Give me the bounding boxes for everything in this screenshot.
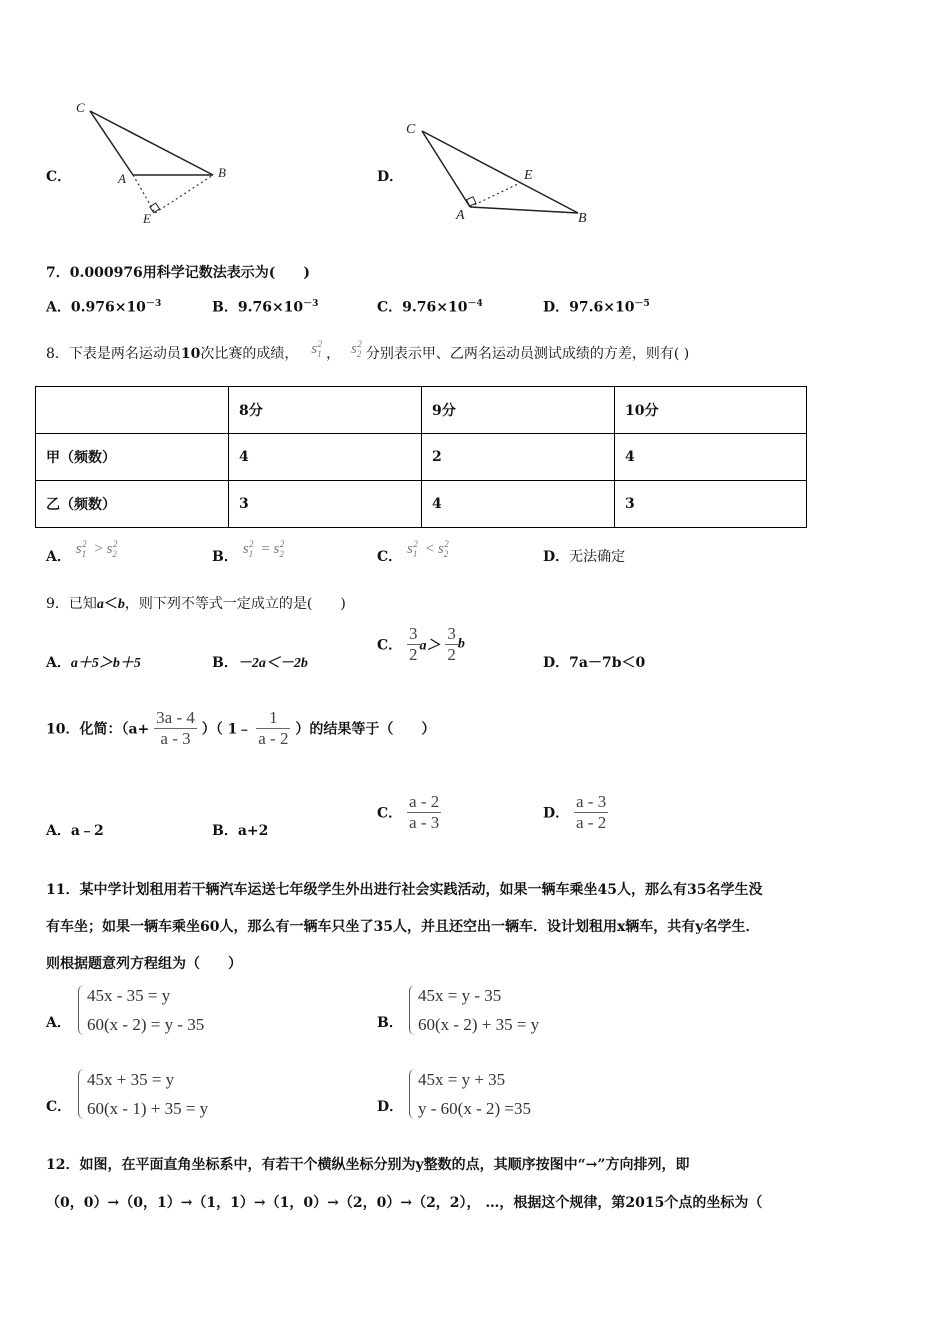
table-row [36,481,807,528]
q9-var-b: b [117,597,125,612]
q10-text-c: ）的结果等于（ ） [295,721,436,738]
q7-option-d-text: 97.6×10 [569,299,635,316]
fig-c-label-c: C [76,100,85,115]
fig-d-dashed-ae [470,182,522,207]
q11-option-c-eq1: 45x + 35 = y [87,1070,175,1089]
table-cell: 乙（频数） [36,481,229,528]
q9-option-d-text: 7a－7b＜0 [569,655,646,671]
q10-option-b-text: a+2 [237,823,269,839]
q8-option-c-label: C． [377,549,403,565]
fig-d-label-b: B [578,211,587,226]
fig-d-segment-ab [470,207,578,213]
q7-option-d-label: D． [543,299,570,316]
q10-option-a [46,820,104,840]
fig-c-label-a: A [118,171,126,186]
q8-option-c-expr: $s_1^2 < s_2^2$ [407,539,449,559]
q11-line-3: 则根据题意列方程组为（ ） [46,956,242,972]
q9-option-d [543,652,645,672]
table-cell: 3 [229,481,422,528]
q7-option-c-label: C． [377,299,403,316]
q11-line-2: 有车坐；如果一辆车乘坐60人，那么有一辆车只坐了35人，并且还空出一辆车．设计划租用x辆车，共有y名学生． [46,919,760,935]
q10-frac2: $\frac{1}{a - 2}$ [258,708,289,748]
fig-c-segment-cb [90,111,213,175]
q11-option-b-system [409,981,539,1039]
q7-option-a-text: 0.976×10 [70,299,146,316]
q10-text [46,708,435,749]
fig-c-dashed-ae [133,175,155,213]
q8-option-d-text: 无法确定 [569,549,626,565]
q8-score-table [35,386,807,528]
fig-d-label-e: E [524,168,533,183]
q11-option-a-eq1: 45x - 35 = y [87,986,171,1005]
q7-option-b-text: 9.76×10 [237,299,304,316]
q11-option-a-system [78,981,204,1039]
q9-option-c-frac2: $\frac{3}{2}$ [447,624,456,664]
q7-option-b-label: B． [212,299,238,316]
q10-option-d-label: D． [543,805,570,822]
q11-option-b-eq2: 60(x - 2) + 35 = y [418,1015,540,1034]
q11-option-d-eq2: y - 60(x - 2) =35 [418,1099,531,1118]
q8-text-c: ， [326,346,341,362]
q12-line-1: 12．如图，在平面直角坐标系中，有若干个横纵坐标分别为y整数的点，其顺序按图中“→”方向排列，即 [46,1157,690,1173]
q8-option-a-expr: $s_1^2 > s_2^2$ [75,539,118,559]
table-header-cell: 10分 [615,387,807,434]
fig-c-dashed-eb [155,175,213,213]
q6-figure-d [400,115,600,230]
q9-text-b: ，则下列不等式一定成立的是( ) [124,596,346,612]
table-cell: 4 [229,434,422,481]
q7-option-c-exp: －4 [467,299,483,309]
q10-option-d-frac: $\frac{a - 3}{a - 2}$ [576,792,607,832]
q10-option-d [543,792,608,833]
q10-option-a-text: a﹣2 [70,823,104,839]
q11-line-1: 11．某中学计划租用若干辆汽车运送七年级学生外出进行社会实践活动，如果一辆车乘坐45人，那么有35名学生没 [46,882,763,898]
q7-option-d [543,296,650,317]
q9-option-c-end: b [457,636,465,652]
fig-d-label-c: C [406,122,416,137]
q9-var-a: a [96,597,104,612]
q9-option-a-text: a＋5＞b＋5 [70,656,141,671]
q8-option-b [212,539,288,567]
table-cell: 2 [422,434,615,481]
q9-lt: ＜ [103,596,118,612]
q11-option-d-label: D． [377,1099,404,1115]
q7-option-d-exp: －5 [634,299,650,309]
q11-option-c-label: C． [46,1099,72,1115]
table-row [36,434,807,481]
q8-option-d [543,546,625,566]
q11-option-d-system [409,1065,531,1123]
q10-option-c-frac: $\frac{a - 2}{a - 3}$ [409,792,440,832]
q6-figure-c [70,95,240,230]
q7-option-b-exp: －3 [303,299,319,309]
q8-s1-squared: $s_1^2$ [311,339,323,359]
q8-text-d: 分别表示甲、乙两名运动员测试成绩的方差，则有( ) [365,346,690,362]
q11-option-b-label: B． [377,1015,403,1031]
q8-text-a: 8．下表是两名运动员 [46,346,181,362]
q9-text-a: 9．已知 [46,596,97,612]
table-cell: 4 [615,434,807,481]
q8-option-b-expr: $s_1^2 = s_2^2$ [242,539,285,559]
q10-option-a-label: A． [46,823,71,839]
q8-text-b: 次比赛的成绩， [200,346,299,362]
q9-option-a [46,652,141,672]
table-header-row [36,387,807,434]
q9-option-c-frac1: $\frac{3}{2}$ [409,624,418,664]
table-header-cell [36,387,229,434]
q9-text [46,593,346,613]
table-cell: 3 [615,481,807,528]
q9-option-d-label: D． [543,655,570,671]
q8-s2-squared: $s_2^2$ [351,339,362,359]
q9-option-c-mid: a＞ [419,638,441,654]
q7-text: 7．0.000976用科学记数法表示为( ) [46,265,311,281]
q9-option-b-text: －2a＜－2b [237,656,308,671]
fig-c-segment-ca [90,111,133,175]
q8-option-a [46,539,121,567]
fig-d-segment-ca [422,131,470,207]
q10-option-b-label: B． [212,823,238,839]
q10-option-c [377,792,441,833]
q11-option-a-eq2: 60(x - 2) = y - 35 [87,1015,205,1034]
q7-option-a [46,296,161,317]
q10-option-c-label: C． [377,805,403,822]
q9-option-b-label: B． [212,655,238,671]
q7-option-c-text: 9.76×10 [402,299,468,316]
q7-option-b [212,296,318,317]
q7-option-a-exp: －3 [145,299,162,309]
q7-option-c [377,296,483,317]
fig-c-right-angle-mark [150,203,160,213]
table-header-cell: 8分 [229,387,422,434]
q7-option-a-label: A． [46,299,71,316]
q10-text-b: ）（ 1﹣ [201,721,252,738]
q11-option-c-eq2: 60(x - 1) + 35 = y [87,1099,209,1118]
fig-d-label-a: A [456,208,465,223]
table-header-cell: 9分 [422,387,615,434]
q8-text [46,339,690,364]
fig-d-segment-cb [422,131,578,213]
q10-text-a: 10．化简：（a+ [46,721,150,738]
table-cell: 4 [422,481,615,528]
q8-option-b-label: B． [212,549,238,565]
table-cell: 甲（频数） [36,434,229,481]
q11-option-d-eq1: 45x = y + 35 [418,1070,506,1089]
fig-c-label-e: E [143,211,151,226]
q6-option-d-label: D． [377,169,404,185]
fig-c-label-b: B [218,165,226,180]
q8-option-c [377,539,453,567]
q6-option-c-label: C． [46,169,72,185]
q11-option-a-label: A． [46,1015,71,1031]
q9-option-c-label: C． [377,637,403,654]
q8-option-d-label: D． [543,549,570,565]
q8-option-a-label: A． [46,549,71,565]
q9-option-b [212,652,308,672]
q10-frac1: $\frac{3a - 4}{a - 3}$ [156,708,195,748]
q12-line-2: （0，0）→（0，1）→（1，1）→（1，0）→（2，0）→（2，2）， …，根据这个规律，第2015个点的坐标为（ [46,1195,763,1211]
q9-option-c [377,624,465,665]
q9-option-a-label: A． [46,655,71,671]
q11-option-b-eq1: 45x = y - 35 [418,986,502,1005]
q8-text-num: 10 [180,346,201,362]
q10-option-b [212,820,268,840]
q11-option-c-system [78,1065,208,1123]
